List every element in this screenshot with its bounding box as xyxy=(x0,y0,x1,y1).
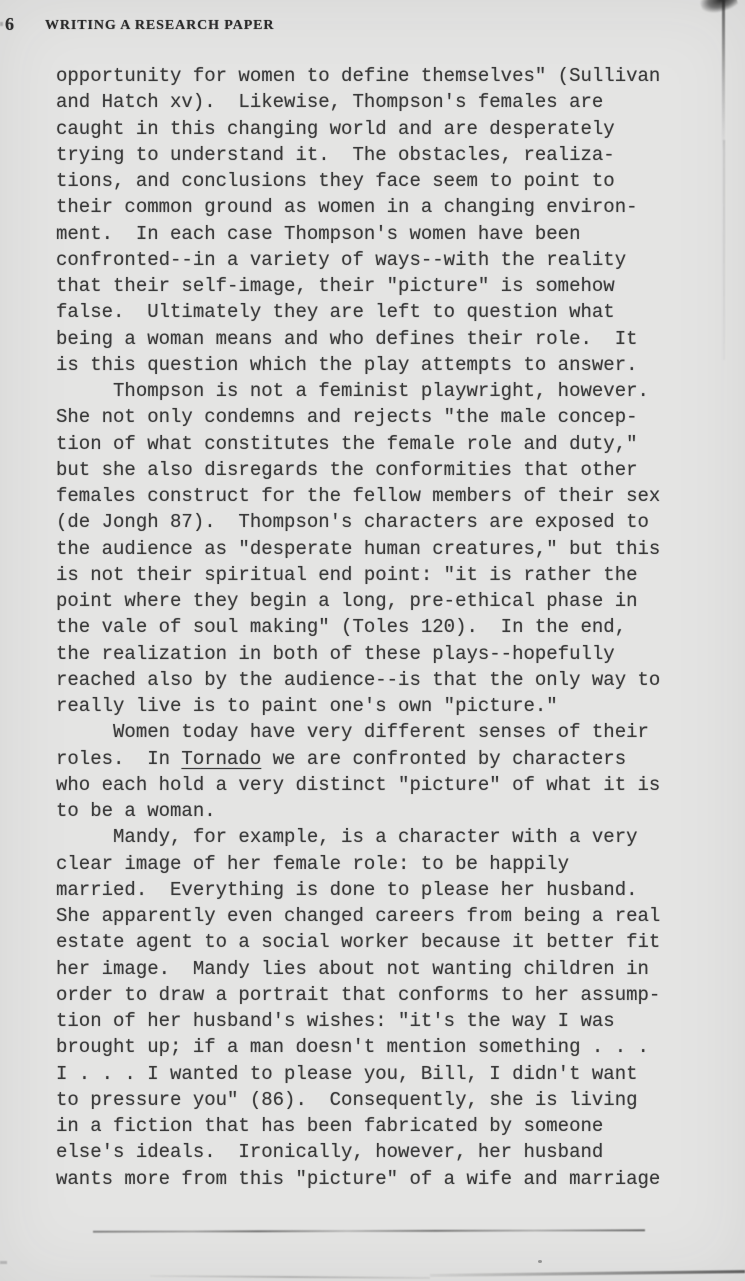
body-text xyxy=(56,63,660,1192)
text-segment: we are confronted by characters xyxy=(261,747,627,770)
text-line: her image. Mandy lies about not wanting children in xyxy=(56,957,649,980)
text-line: reached also by the audience--is that the only way to xyxy=(56,668,661,691)
scan-smudge-top-right xyxy=(699,0,739,17)
text-line: is this question which the play attempts to answer. xyxy=(56,353,638,376)
text-segment: roles. In xyxy=(56,747,182,770)
text-line: and Hatch xv). Likewise, Thompson's females are xyxy=(56,91,604,114)
text-line: clear image of her female role: to be happily xyxy=(56,852,570,875)
scan-streak-right-edge xyxy=(722,0,725,150)
text-line: to pressure you" (86). Consequently, she is living xyxy=(56,1088,638,1111)
text-line: order to draw a portrait that conforms to her assump- xyxy=(56,983,661,1006)
text-line xyxy=(56,746,660,772)
text-line: (de Jongh 87). Thompson's characters are exposed to xyxy=(56,511,649,534)
text-line: really live is to paint one's own "picture." xyxy=(56,695,558,717)
text-line: point where they begin a long, pre-ethical phase in xyxy=(56,590,638,612)
text-line: Thompson is not a feminist playwright, however. xyxy=(56,380,649,402)
text-line: false. Ultimately they are left to question what xyxy=(56,301,615,324)
text-line: I . . . I wanted to please you, Bill, I didn't want xyxy=(56,1062,638,1085)
text-line: their common ground as women in a changing environ- xyxy=(56,196,638,219)
text-line: being a woman means and who defines their role. It xyxy=(56,327,638,350)
text-line: Mandy, for example, is a character with a very xyxy=(56,826,638,849)
text-line: confronted--in a variety of ways--with the reality xyxy=(56,248,627,271)
text-line: married. Everything is done to please her husband. xyxy=(56,878,638,901)
text-line: in a fiction that has been fabricated by someone xyxy=(56,1115,604,1137)
scan-shadow-bottom-right xyxy=(430,1270,745,1277)
text-line: the realization in both of these plays--hopefully xyxy=(56,642,615,665)
scan-nick-header-left xyxy=(0,22,3,26)
scan-speck-left-edge xyxy=(0,1261,7,1264)
running-head: WRITING A RESEARCH PAPER xyxy=(45,18,275,33)
text-line: who each hold a very distinct "picture" of what it is xyxy=(56,773,661,796)
text-line: wants more from this "picture" of a wife and marriage xyxy=(56,1167,661,1190)
text-line: tion of what constitutes the female role and duty," xyxy=(56,432,638,455)
text-line: else's ideals. Ironically, however, her husband xyxy=(56,1141,604,1164)
text-line: Women today have very different senses of their xyxy=(56,721,649,744)
text-line: females construct for the fellow members of their sex xyxy=(56,485,661,507)
text-line: She apparently even changed careers from being a real xyxy=(56,905,661,927)
text-line: to be a woman. xyxy=(56,800,216,822)
text-line: ment. In each case Thompson's women have been xyxy=(56,222,581,245)
scan-speck-dot xyxy=(538,1260,542,1263)
text-line: the vale of soul making" (Toles 120). In the end, xyxy=(56,616,627,639)
text-line: estate agent to a social worker because it better fit xyxy=(56,931,661,954)
text-line: trying to understand it. The obstacles, realiza- xyxy=(56,143,615,166)
text-line: She not only condemns and rejects "the male concep- xyxy=(56,406,638,429)
text-line: that their self-image, their "picture" is somehow xyxy=(56,275,615,297)
scan-streak-right-edge-faint xyxy=(723,140,725,360)
scan-shadow-bottom-left xyxy=(150,1275,430,1279)
text-line: tion of her husband's wishes: "it's the way I was xyxy=(56,1010,615,1032)
page-number: 6 xyxy=(5,14,14,34)
text-line: tions, and conclusions they face seem to point to xyxy=(56,170,615,192)
text-line: the audience as "desperate human creatures," but this xyxy=(56,537,661,560)
text-line: brought up; if a man doesn't mention something . . . xyxy=(56,1036,649,1059)
underlined-title: Tornado xyxy=(181,747,262,770)
scan-line-bottom xyxy=(93,1229,645,1232)
text-line: opportunity for women to define themselves" (Sullivan xyxy=(56,65,661,87)
text-line: but she also disregards the conformities that other xyxy=(56,458,638,481)
text-line: is not their spiritual end point: "it is rather the xyxy=(56,563,638,586)
text-line: caught in this changing world and are desperately xyxy=(56,117,615,140)
